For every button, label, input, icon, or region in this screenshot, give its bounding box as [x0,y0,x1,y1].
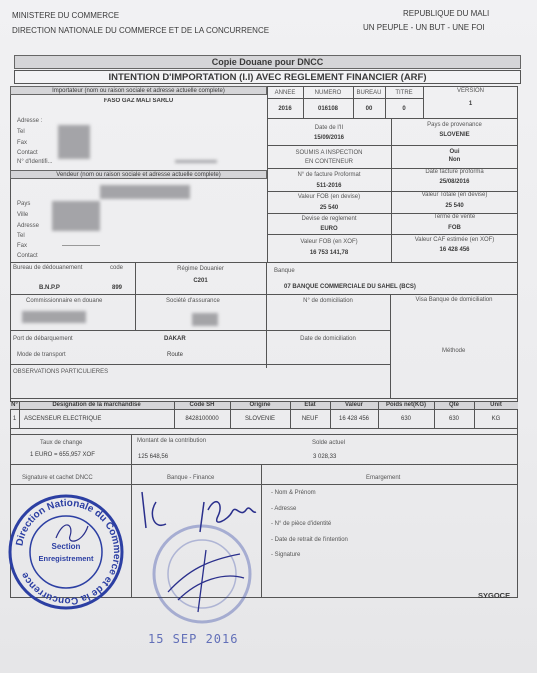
stamp-initials [56,525,88,541]
vendor-fax-label: Fax [17,243,28,249]
inspection-label-1: SOUMIS A INSPECTION [295,150,363,156]
divider [303,86,304,118]
goods-cell: 1 [12,416,17,422]
inspection-value-1: Oui [449,149,460,155]
observations-label: OBSERVATIONS PARTICULIERES [13,369,109,375]
vendor-header-bar [10,170,267,179]
vendor-header: Vendeur (nom ou raison sociale et adresse actuelle complete) [56,172,221,178]
dncc-stamp [4,484,124,614]
transport-value: Route [167,352,184,358]
divider [267,234,518,235]
bank-stamp [148,520,256,628]
domiciliation-no-label: N° de domiciliation [303,298,353,304]
solde-value: 3 028,33 [313,454,337,460]
ministry-name: MINISTERE DU COMMERCE [12,11,120,20]
fob-xof-value: 16 753 141,78 [309,250,349,256]
emargement-label: Emargement [366,475,401,481]
importer-contact-label: Contact [17,150,38,156]
goods-header-cell: N° [11,402,18,408]
solde-label: Solde actuel [312,440,346,446]
bureau-label: BUREAU [356,90,382,96]
date-stamp: 15 SEP 2016 [148,632,239,646]
goods-header-cell: Poids net(KG) [386,402,426,408]
goods-cell: 16 428 456 [338,416,370,422]
total-devise-label: Valeur Totale (en devise) [421,192,488,198]
numero-value: 016108 [317,106,339,112]
banque-value: 07 BANQUE COMMERCIALE DU SAHEL (BCS) [284,284,416,290]
redacted-block [52,201,100,231]
column-divider [19,401,20,428]
annee-value: 2016 [278,106,292,112]
version-value: 1 [468,101,473,107]
redacted-block [100,185,190,199]
main-title-bar [14,70,521,84]
importer-nid-label: N° d'Identifi... [17,159,53,165]
taux-label: Taux de change [40,440,83,446]
redacted-block [192,313,218,326]
divider [10,434,518,435]
regime-label: Régime Douanier [177,266,224,272]
divider [267,145,518,146]
vendor-tel-label: Tel [17,233,25,239]
bureau-value: B.N.P.P [39,285,60,291]
facture-no-value: 511-2016 [316,183,342,189]
column-divider [330,401,331,428]
facture-no-label: N° de facture Proformat [297,172,361,178]
signature-dncc-label: Signature et cachet DNCC [22,475,93,481]
divider [10,330,390,331]
emargement-item: - Nom & Prénom [271,490,316,496]
devise-value: EURO [320,226,338,232]
column-divider [474,401,475,428]
column-divider [174,401,175,428]
divider [267,118,518,119]
fob-devise-value: 25 540 [319,205,339,211]
code-label: code [110,265,124,271]
emargement-item: - Signature [271,552,301,558]
total-devise-value: 25 540 [445,203,464,209]
methode-label: Méthode [442,348,466,354]
divider [390,294,391,398]
pays-provenance-label: Pays de provenance [427,122,482,128]
goods-header-cell: Origine [249,402,271,408]
copy-title: Copie Douane pour DNCC [211,57,324,67]
inspection-value-2: Non [448,157,461,163]
importer-adresse-label: Adresse : [17,118,43,124]
taux-value: 1 EURO = 655,957 XOF [30,452,95,458]
commissionnaire-label: Commissionnaire en douane [26,298,103,304]
importer-name: FASO GAZ MALI SARLU [103,98,174,103]
regime-value: C201 [193,278,208,284]
goods-header-cell: Valeur [344,402,363,408]
divider [266,262,267,368]
caf-label: Valeur CAF estimée (en XOF) [414,237,495,243]
emargement-item: - Adresse [271,505,297,512]
banque-label: Banque [274,268,295,274]
version-label: VERSION [456,88,484,94]
date-domiciliation-label: Date de domiciliation [300,336,356,342]
redacted-block [175,160,217,163]
bureau-value: 00 [365,106,373,112]
goods-cell: NEUF [301,416,319,422]
divider [10,364,390,365]
facture-date-value: 25/08/2016 [439,179,470,185]
footer-brand: SYGOCE [478,591,511,600]
goods-header-cell: Unit [490,402,502,408]
country-motto: UN PEUPLE - UN BUT - UNE FOI [363,23,485,32]
stamp-ring-text: Direction Nationale du Commerce et de la Concurrence [14,497,123,607]
fob-devise-label: Valeur FOB (en devise) [297,194,361,200]
terme-value: FOB [448,225,461,231]
divider [385,86,386,118]
banque-finance-label: Banque - Finance [167,475,215,481]
vendor-adresse-label: Adresse [17,223,40,229]
divider [10,464,518,465]
emargement-item: - Date de retrait de l'intention [271,536,348,543]
divider [10,262,518,263]
transport-label: Mode de transport [17,352,66,358]
visa-banque-label: Visa Banque de domiciliation [415,297,493,303]
goods-header-cell: Qté [448,402,459,408]
vendor-pays-label: Pays [17,201,31,207]
importer-fax-label: Fax [17,140,28,146]
goods-cell: 630 [448,416,459,422]
importer-tel-label: Tel [17,129,25,135]
redacted-block [58,125,90,159]
column-divider [434,401,435,428]
goods-cell: ASCENSEUR ELECTRIQUE [24,416,102,422]
redacted-block [22,311,86,323]
divider [10,398,518,399]
date-ii-value: 15/09/2016 [313,135,345,141]
column-divider [290,401,291,428]
vendor-contact-label: Contact [17,253,38,259]
port-value: DAKAR [164,336,186,342]
titre-label: TITRE [395,90,413,96]
main-title: INTENTION D'IMPORTATION (I.I) AVEC REGLEMENT FINANCIER (ARF) [108,72,427,83]
facture-date-label: Date facture proforma [425,169,484,175]
divider [62,245,100,246]
terme-label: Terme de vente [433,214,476,220]
annee-label: ANNEE [274,90,296,96]
goods-header-cell: Code SH [189,402,215,408]
stamp-center-1: Section [51,542,81,551]
divider [267,98,423,99]
devise-label: Devise de reglement [301,216,357,222]
port-label: Port de débarquement [13,336,73,342]
pays-provenance-value: SLOVENIE [439,132,470,138]
goods-cell: 630 [400,416,411,422]
numero-label: NUMERO [314,90,342,96]
goods-header-cell: Etat [304,402,316,408]
goods-cell: KG [491,416,501,422]
goods-header-cell: Designation de la marchandise [52,402,141,408]
goods-cell: 8428100000 [185,416,219,422]
code-value: 899 [112,285,123,291]
assurance-label: Société d'assurance [166,298,220,304]
direction-name: DIRECTION NATIONALE DU COMMERCE ET DE LA CONCURRENCE [12,26,270,35]
importer-header-bar [10,86,267,95]
caf-value: 16 428 456 [439,247,470,253]
divider [10,294,518,295]
bureau-dedouanement-label: Bureau de dédouanement [13,265,83,271]
divider [135,262,136,330]
goods-cell: SLOVENIE [244,416,275,422]
column-divider [230,401,231,428]
column-divider [378,401,379,428]
emargement-item: - N° de pièce d'identité [271,521,332,527]
importer-header: Importateur (nom ou raison sociale et adresse actuelle complete) [52,88,225,94]
divider [423,86,424,118]
divider [10,428,518,429]
fob-xof-label: Valeur FOB (en XOF) [300,239,358,245]
titre-value: 0 [402,106,406,112]
inspection-label-2: EN CONTENEUR [304,159,353,165]
divider [353,86,354,118]
contribution-label: Montant de la contribution [137,438,207,444]
country-name: REPUBLIQUE DU MALI [403,9,490,18]
date-ii-label: Date de l'II [314,125,344,131]
stamp-center-2: Enregistrement [38,554,94,563]
copy-title-bar [14,55,521,69]
vendor-ville-label: Ville [17,212,29,218]
contribution-value: 125 648,56 [138,454,169,460]
divider [131,434,132,464]
